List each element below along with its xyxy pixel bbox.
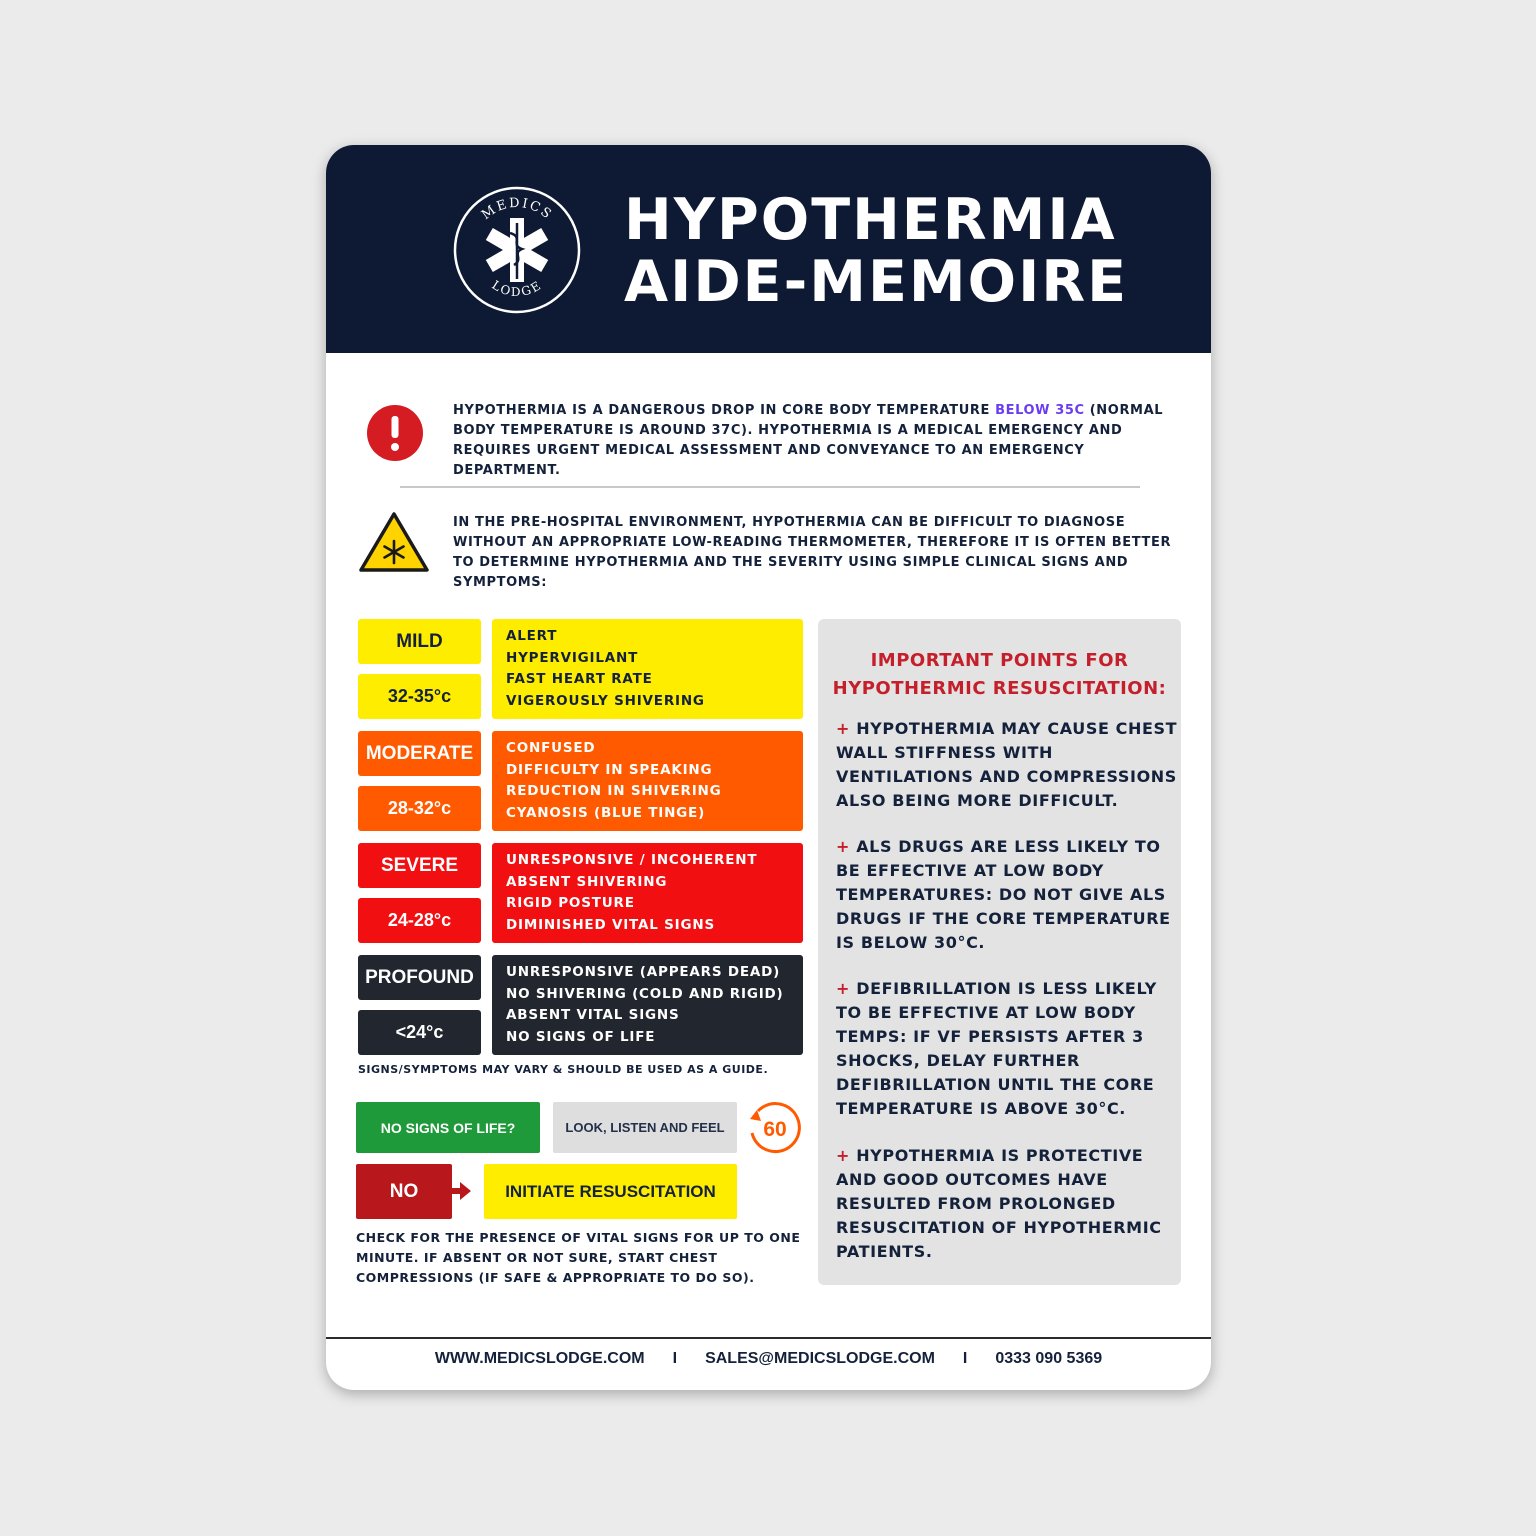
page-title: HYPOTHERMIA AIDE-MEMOIRE — [624, 187, 1129, 315]
timer-60-icon — [746, 1099, 802, 1155]
svg-text:60: 60 — [763, 1118, 787, 1141]
snowflake-warning-icon — [358, 510, 430, 574]
stage-profound-label: PROFOUND — [358, 955, 481, 1000]
point-item: + HYPOTHERMIA IS PROTECTIVE AND GOOD OUTCOMES HAVE RESULTED FROM PROLONGED RESUSCITATION OF HYPOTHERMIC PATIENTS. — [836, 1146, 1162, 1261]
stage-profound-temp: <24°c — [358, 1010, 481, 1055]
divider — [400, 486, 1140, 488]
stage-severe-label: SEVERE — [358, 843, 481, 888]
disclaimer: SIGNS/SYMPTOMS MAY VARY & SHOULD BE USED AS A GUIDE. — [358, 1063, 769, 1076]
footer-separator: I — [962, 1350, 968, 1367]
point-item: + ALS DRUGS ARE LESS LIKELY TO BE EFFECTIVE AT LOW BODY TEMPERATURES: DO NOT GIVE ALS DRUGS IF THE CORE TEMPERATURE IS BELOW 30°C. — [836, 837, 1171, 952]
logo-top-text: MEDICS — [479, 195, 556, 224]
footer-email[interactable]: SALES@MEDICSLODGE.COM — [705, 1350, 935, 1367]
stage-mild-temp: 32-35°c — [358, 674, 481, 719]
important-points-title: IMPORTANT POINTS FOR HYPOTHERMIC RESUSCITATION: — [832, 650, 1167, 699]
stage-severe-temp: 24-28°c — [358, 898, 481, 943]
look-listen-feel-box: LOOK, LISTEN AND FEEL — [553, 1102, 737, 1153]
stage-moderate-signs: CONFUSED DIFFICULTY IN SPEAKING REDUCTION IN SHIVERING CYANOSIS (BLUE TINGE) — [492, 731, 803, 831]
stage-profound-signs: UNRESPONSIVE (APPEARS DEAD) NO SHIVERING (COLD AND RIGID) ABSENT VITAL SIGNS NO SIGNS OF LIFE — [492, 955, 803, 1055]
footer-separator: I — [672, 1350, 678, 1367]
point-item: + HYPOTHERMIA MAY CAUSE CHEST WALL STIFFNESS WITH VENTILATIONS AND COMPRESSIONS ALSO BEING MORE DIFFICULT. — [836, 719, 1178, 810]
footer-website[interactable]: WWW.MEDICSLODGE.COM — [434, 1350, 645, 1367]
intro-highlight: BELOW 35C — [995, 403, 1085, 418]
important-points-panel — [818, 619, 1181, 1285]
no-signs-of-life-box: NO SIGNS OF LIFE? — [356, 1102, 540, 1153]
footer — [326, 1347, 1211, 1371]
footer-phone[interactable]: 0333 090 5369 — [995, 1350, 1103, 1367]
stage-mild-signs: ALERT HYPERVIGILANT FAST HEART RATE VIGEROUSLY SHIVERING — [492, 619, 803, 719]
initiate-resuscitation-box: INITIATE RESUSCITATION — [484, 1164, 737, 1219]
stage-severe-signs: UNRESPONSIVE / INCOHERENT ABSENT SHIVERING RIGID POSTURE DIMINISHED VITAL SIGNS — [492, 843, 803, 943]
check-vital-signs-text: CHECK FOR THE PRESENCE OF VITAL SIGNS FOR UP TO ONE MINUTE. IF ABSENT OR NOT SURE, START CHEST COMPRESSIONS (IF SAFE & APPROPRIATE TO DO SO). — [356, 1230, 801, 1285]
aide-memoire-card — [326, 145, 1211, 1390]
exclamation-icon — [366, 404, 424, 462]
logo-bottom-text: LODGE — [489, 277, 545, 300]
intro-paragraph-1: HYPOTHERMIA IS A DANGEROUS DROP IN CORE BODY TEMPERATURE BELOW 35C (NORMAL BODY TEMPERATURE IS AROUND 37C). HYPOTHERMIA IS A MEDICAL EMERGENCY AND REQUIRES URGENT MEDICAL ASSESSMENT AND CONVEYANCE TO AN EMERGENCY DEPARTMENT. — [453, 403, 1164, 478]
intro-paragraph-2: IN THE PRE-HOSPITAL ENVIRONMENT, HYPOTHERMIA CAN BE DIFFICULT TO DIAGNOSE WITHOUT AN APPROPRIATE LOW-READING THERMOMETER, THEREFORE IT IS OFTEN BETTER TO DETERMINE HYPOTHERMIA AND THE SEVERITY USING SIMPLE CLINICAL SIGNS AND SYMPTOMS: — [453, 515, 1172, 590]
stage-moderate-temp: 28-32°c — [358, 786, 481, 831]
stage-mild-label: MILD — [358, 619, 481, 664]
star-of-life-logo-icon — [452, 185, 582, 315]
stage-moderate-label: MODERATE — [358, 731, 481, 776]
arrow-right-icon — [451, 1180, 473, 1202]
point-item: + DEFIBRILLATION IS LESS LIKELY TO BE EFFECTIVE AT LOW BODY TEMPS: IF VF PERSISTS AFTER 3 SHOCKS, DELAY FURTHER DEFIBRILLATION UNTIL THE CORE TEMPERATURE IS ABOVE 30°C. — [836, 979, 1157, 1118]
footer-divider — [326, 1337, 1211, 1339]
no-box: NO — [356, 1164, 452, 1219]
header — [326, 145, 1211, 353]
